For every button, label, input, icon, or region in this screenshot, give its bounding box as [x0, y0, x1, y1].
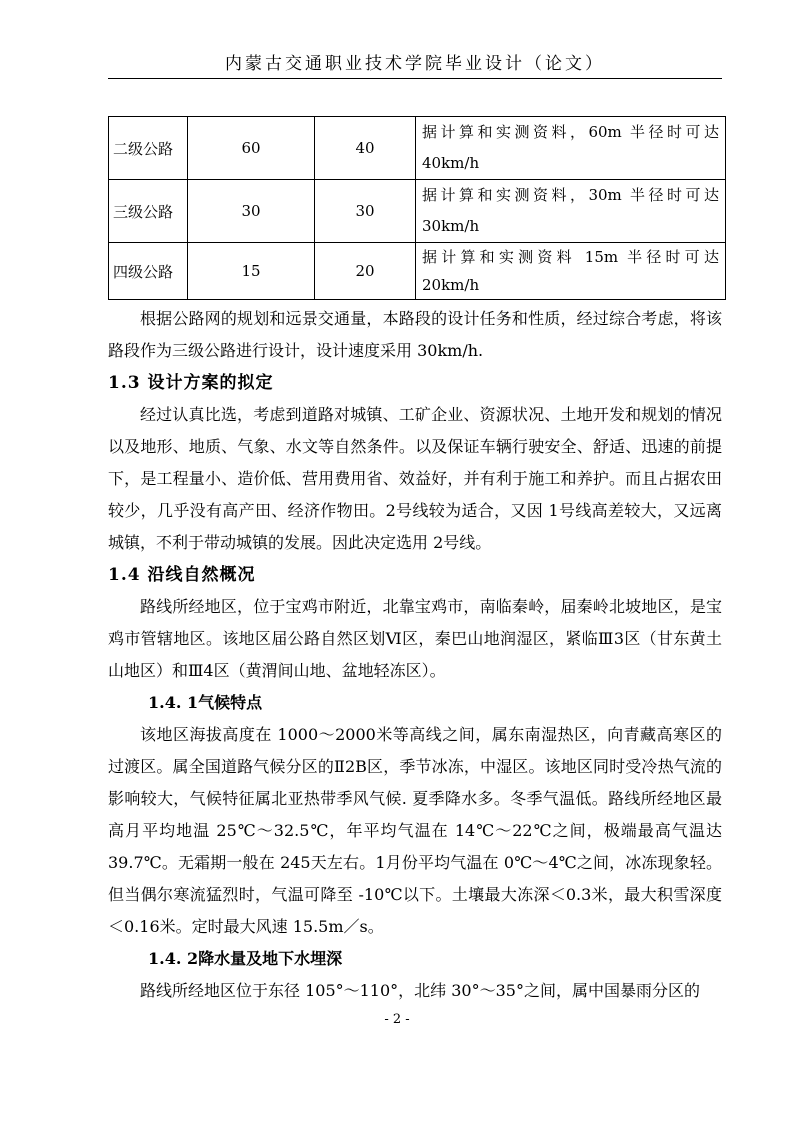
table-cell-value: 20	[315, 243, 416, 300]
table-cell-grade: 三级公路	[109, 180, 188, 243]
table-row	[109, 117, 726, 180]
header-rule	[108, 78, 722, 79]
table-row	[109, 180, 726, 243]
road-grade-table	[108, 116, 726, 300]
paragraph: 路线所经地区，位于宝鸡市附近，北靠宝鸡市，南临秦岭，届秦岭北坡地区，是宝鸡市管辖地区。该地区届公路自然区划Ⅵ区，秦巴山地润湿区，紧临Ⅲ3区（甘东黄土山地区）和Ⅲ4区（黄渭间山地、盆地轻冻区）。	[108, 597, 722, 680]
table-row	[109, 243, 726, 300]
table-cell-value: 30	[315, 180, 416, 243]
table-cell-grade: 四级公路	[109, 243, 188, 300]
paragraph: 路线所经地区位于东径 105°～110°，北纬 30°～35°之间，属中国暴雨分区的	[140, 981, 700, 1000]
page-number: - 2 -	[384, 1012, 410, 1027]
table-cell-value: 15	[188, 243, 315, 300]
paragraph: 经过认真比选，考虑到道路对城镇、工矿企业、资源状况、土地开发和规划的情况以及地形、地质、气象、水文等自然条件。以及保证车辆行驶安全、舒适、迅速的前提下，是工程量小、造价低、营用费用省、效益好，并有利于施工和养护。而且占据农田较少，几乎没有高产田、经济作物田。2号线较为适合，又因 1号线高差较大，又远离城镇，不利于带动城镇的发展。因此决定选用 2号线。	[108, 405, 722, 552]
table-cell-note: 据计算和实测资料 15m 半径时可达 20km/h	[416, 243, 726, 300]
table-cell-value: 60	[188, 117, 315, 180]
body-content	[108, 303, 722, 1007]
paragraph: 根据公路网的规划和远景交通量，本路段的设计任务和性质，经过综合考虑，将该路段作为三级公路进行设计，设计速度采用 30km/h.	[108, 309, 722, 360]
section-heading: 1.3 设计方案的拟定	[108, 373, 274, 393]
table-cell-note: 据计算和实测资料，60m 半径时可达 40km/h	[416, 117, 726, 180]
subsection-heading: 1.4. 2降水量及地下水埋深	[148, 949, 343, 968]
table-cell-note: 据计算和实测资料，30m 半径时可达 30km/h	[416, 180, 726, 243]
paragraph: 该地区海拔高度在 1000～2000米等高线之间，属东南湿热区，向青藏高寒区的过渡区。属全国道路气候分区的Ⅱ2B区，季节冰冻，中湿区。该地区同时受冷热气流的影响较大，气候特征属北亚热带季风气候. 夏季降水多。冬季气温低。路线所经地区最高月平均地温 25℃～32.5℃，年平均气温在 14℃～22℃之间，极端最高气温达 39.7℃。无霜期一般在 245天左右。1月份平均气温在 0℃～4℃之间，冰冻现象轻。但当偶尔寒流猛烈时，气温可降至 -10℃以下。土壤最大冻深＜0.3米，最大积雪深度＜0.16米。定时最大风速 15.5m／s。	[108, 725, 722, 936]
table-cell-value: 30	[188, 180, 315, 243]
table-cell-grade: 二级公路	[109, 117, 188, 180]
subsection-heading: 1.4. 1气候特点	[148, 693, 263, 712]
table-cell-value: 40	[315, 117, 416, 180]
page-header: 内蒙古交通职业技术学院毕业设计（论文）	[225, 54, 605, 74]
section-heading: 1.4 沿线自然概况	[108, 565, 256, 585]
